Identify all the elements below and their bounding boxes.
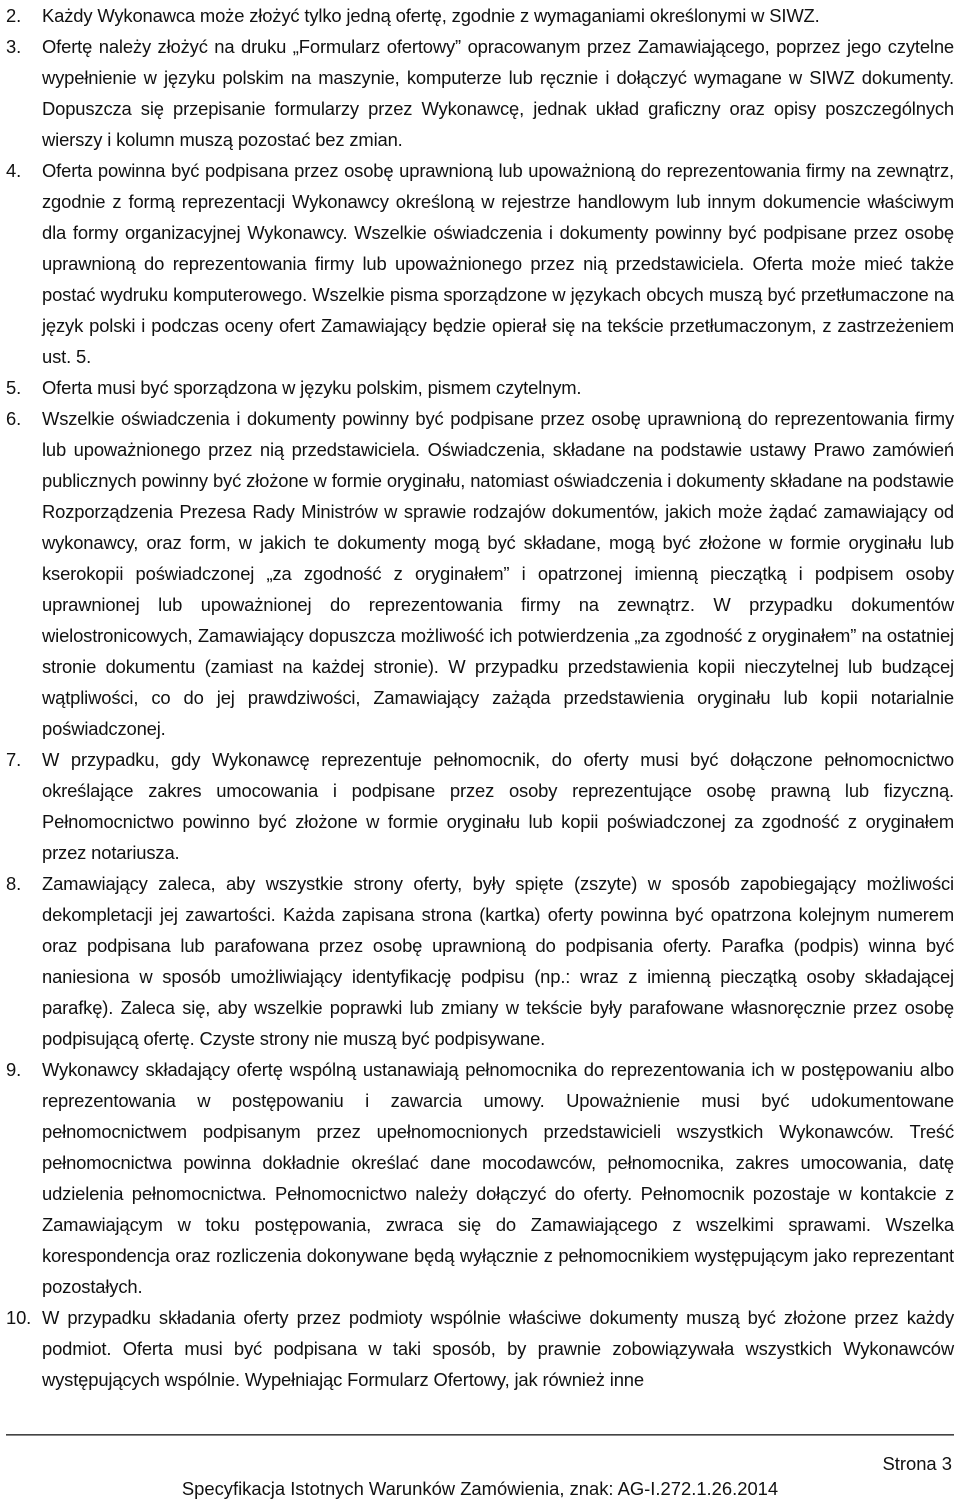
item-text: Ofertę należy złożyć na druku „Formularz ofertowy” opracowanym przez Zamawiającego, poprzez jego czytelne wypełnienie w języku polskim na maszynie, komputerze lub ręcznie i dołączyć wymagane w SIWZ dokumenty. Dopuszcza się przepisanie formularzy przez Wykonawcę, jednak układ graficzny oraz opisy poszczególnych wierszy i kolumn muszą pozostać bez zmian. [42,36,954,150]
item-number: 7. [6,749,22,770]
item-number: 8. [6,873,22,894]
item-text: Oferta musi być sporządzona w języku polskim, pismem czytelnym. [42,377,582,398]
list-item [6,1302,954,1395]
page-number: Strona 3 [882,1453,952,1474]
item-number: 10. [6,1307,32,1328]
item-number: 3. [6,36,22,57]
item-number: 5. [6,377,22,398]
list-item [6,403,954,744]
list-item [6,744,954,868]
item-text: Każdy Wykonawca może złożyć tylko jedną ofertę, zgodnie z wymaganiami określonymi w SIWZ. [42,5,820,26]
numbered-list [6,0,954,1395]
list-item [6,0,954,31]
item-text: Wykonawcy składający ofertę wspólną ustanawiają pełnomocnika do reprezentowania ich w postępowaniu albo reprezentowania w postępowaniu i zawarcia umowy. Upoważnienie musi być udokumentowane pełnomocnictwem podpisanym przez upełnomocnionych przedstawicieli wszystkich Wykonawców. Treść pełnomocnictwa powinna dokładnie określać dane mocodawców, pełnomocnika, zakres umocowania, datę udzielenia pełnomocnictwa. Pełnomocnictwo należy dołączyć do oferty. Pełnomocnik pozostaje w kontakcie z Zamawiającym w toku postępowania, zwraca się do Zamawiającego z wszelkimi sprawami. Wszelka korespondencja oraz rozliczenia dokonywane będą wyłącznie z pełnomocnikiem występującym jako reprezentant pozostałych. [42,1059,954,1297]
item-text: Oferta powinna być podpisana przez osobę uprawnioną lub upoważnioną do reprezentowania firmy na zewnątrz, zgodnie z formą reprezentacji Wykonawcy określoną w rejestrze handlowym lub innym dokumencie właściwym dla formy organizacyjnej Wykonawcy. Wszelkie oświadczenia i dokumenty powinny być podpisane przez osobę uprawnioną do reprezentowania firmy lub upoważnionego przez nią przedstawiciela. Oferta może mieć także postać wydruku komputerowego. Wszelkie pisma sporządzone w językach obcych muszą być przetłumaczone na język polski i podczas oceny ofert Zamawiający będzie opierał się na tekście przetłumaczonym, z zastrzeżeniem ust. 5. [42,160,954,367]
item-number: 2. [6,5,22,26]
list-item [6,372,954,403]
item-text: W przypadku składania oferty przez podmioty wspólnie właściwe dokumenty muszą być złożone przez każdy podmiot. Oferta musi być podpisana w taki sposób, by prawnie zobowiązywała wszystkich Wykonawców występujących wspólnie. Wypełniając Formularz Ofertowy, jak również inne [42,1307,954,1390]
item-number: 9. [6,1059,22,1080]
item-number: 6. [6,408,22,429]
item-number: 4. [6,160,22,181]
item-text: Zamawiający zaleca, aby wszystkie strony oferty, były spięte (zszyte) w sposób zapobiegający możliwości dekompletacji jej zawartości. Każda zapisana strona (kartka) oferty powinna być opatrzona kolejnym numerem oraz podpisana lub parafowana przez osobę uprawnioną do podpisania oferty. Parafka (podpis) winna być naniesiona w sposób umożliwiający identyfikację podpisu (np.: wraz z imienną pieczątką osoby składającej parafkę). Zaleca się, aby wszelkie poprawki lub zmiany w tekście były parafowane własnoręcznie przez osobę podpisującą ofertę. Czyste strony nie muszą być podpisywane. [42,873,954,1049]
list-item [6,868,954,1054]
list-item [6,1054,954,1302]
list-item [6,155,954,372]
item-text: W przypadku, gdy Wykonawcę reprezentuje pełnomocnik, do oferty musi być dołączone pełnomocnictwo określające zakres umocowania i podpisane przez osoby reprezentujące osobę prawną lub fizyczną. Pełnomocnictwo powinno być złożone w formie oryginału lub kopii poświadczonej za zgodność z oryginałem przez notariusza. [42,749,954,863]
footer-divider [6,1434,954,1436]
list-item [6,31,954,155]
footer-title: Specyfikacja Istotnych Warunków Zamówienia, znak: AG-I.272.1.26.2014 [181,1478,779,1499]
item-text: Wszelkie oświadczenia i dokumenty powinny być podpisane przez osobę uprawnioną do reprezentowania firmy lub upoważnionego przez nią przedstawiciela. Oświadczenia, składane na podstawie ustawy Prawo zamówień publicznych powinny być złożone w formie oryginału, natomiast oświadczenia i dokumenty składane na podstawie Rozporządzenia Prezesa Rady Ministrów w sprawie rodzajów dokumentów, jakich może żądać zamawiający od wykonawcy, oraz form, w jakich te dokumenty mogą być składane, mogą być złożone w formie oryginału lub kserokopii poświadczonej „za zgodność z oryginałem” i opatrzonej imienną pieczątką i podpisem osoby uprawnionej lub upoważnionej do reprezentowania firmy na zewnątrz. W przypadku dokumentów wielostronicowych, Zamawiający dopuszcza możliwość ich potwierdzenia „za zgodność z oryginałem” na ostatniej stronie dokumentu (zamiast na każdej stronie). W przypadku przedstawienia kopii nieczytelnej lub budzącej wątpliwości, co do jej prawdziwości, Zamawiający zażąda przedstawienia oryginału lub kopii notarialnie poświadczonej. [42,408,954,739]
